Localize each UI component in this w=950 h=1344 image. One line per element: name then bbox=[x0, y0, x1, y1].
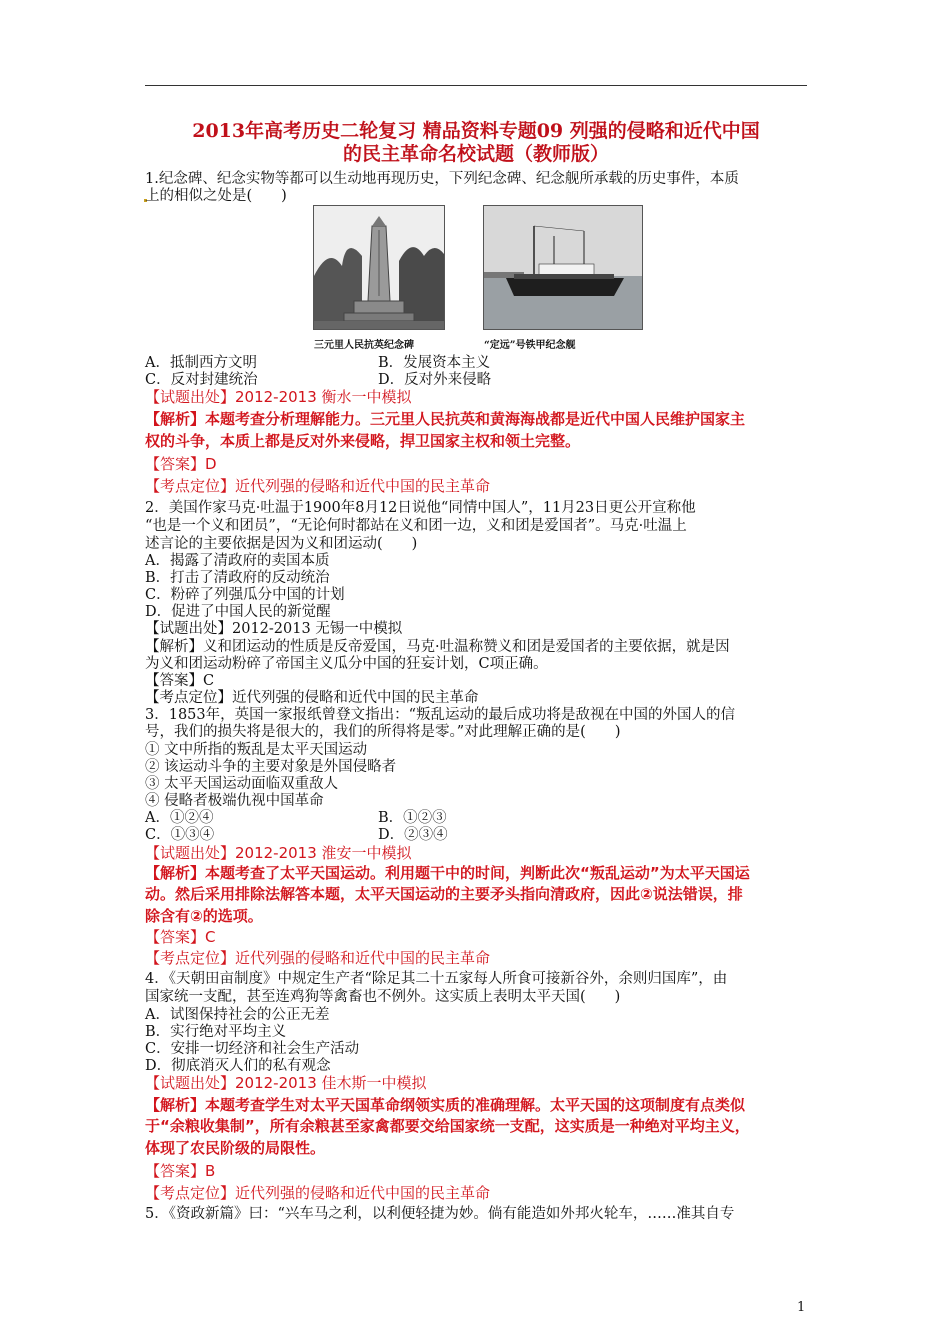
q3-stem-1: 3．1853年，英国一家报纸曾登文指出：“叛乱运动的最后成功将是敌视在中国的外国人的信 bbox=[145, 707, 736, 723]
q1-topic: 【考点定位】近代列强的侵略和近代中国的民主革命 bbox=[145, 477, 491, 495]
caption-battleship: “定远”号铁甲纪念舰 bbox=[484, 340, 576, 351]
q4-option-d: D．彻底消灭人们的私有观念 bbox=[145, 1058, 331, 1074]
q1-analysis-2: 权的斗争，本质上都是反对外来侵略，捍卫国家主权和领土完整。 bbox=[145, 432, 581, 450]
q1-stem-2: 上的相似之处是( ) bbox=[145, 188, 287, 204]
q4-analysis-2: 于“余粮收集制”，所有余粮甚至家禽都要交给国家统一支配，这实质是一种绝对平均主义， bbox=[145, 1117, 750, 1135]
q3-stem-2: 号，我们的损失将是很大的，我们的所得将是零。”对此理解正确的是( ) bbox=[145, 724, 621, 740]
q4-stem-2: 国家统一支配，甚至连鸡狗等禽畜也不例外。这实质上表明太平天国( ) bbox=[145, 989, 621, 1005]
q2-option-c: C．粉碎了列强瓜分中国的计划 bbox=[145, 587, 345, 603]
q2-stem-2: “也是一个义和团员”，“无论何时都站在义和团一边，义和团是爱国者”。马克·吐温上 bbox=[145, 518, 687, 534]
q2-source: 【试题出处】2012-2013 无锡一中模拟 bbox=[145, 621, 403, 637]
q3-analysis-1: 【解析】本题考查了太平天国运动。利用题干中的时间，判断此次“叛乱运动”为太平天国运 bbox=[145, 864, 750, 882]
q4-analysis-3: 体现了农民阶级的局限性。 bbox=[145, 1139, 326, 1157]
q1-option-b: B．发展资本主义 bbox=[378, 355, 491, 371]
q1-source: 【试题出处】2012-2013 衡水一中模拟 bbox=[145, 388, 412, 406]
q1-option-c: C．反对封建统治 bbox=[145, 372, 258, 388]
q1-stem-1: 1.纪念碑、纪念实物等都可以生动地再现历史，下列纪念碑、纪念舰所承载的历史事件，本质 bbox=[145, 171, 739, 187]
q3-statement-4: ④ 侵略者极端仇视中国革命 bbox=[145, 793, 324, 809]
battleship-photo bbox=[483, 205, 643, 330]
q1-analysis-1: 【解析】本题考查分析理解能力。三元里人民抗英和黄海海战都是近代中国人民维护国家主 bbox=[145, 410, 746, 428]
q4-stem-1: 4．《天朝田亩制度》中规定生产者“除足其二十五家每人所食可接新谷外，余则归国库”，由 bbox=[145, 971, 728, 987]
title-line-1: 2013年高考历史二轮复习 精品资料专题09 列强的侵略和近代中国 bbox=[192, 120, 760, 142]
q4-option-c: C．安排一切经济和社会生产活动 bbox=[145, 1041, 360, 1057]
page-title bbox=[145, 120, 807, 166]
q5-stem-1: 5．《资政新篇》曰：“兴车马之利，以利便轻捷为妙。倘有能造如外邦火轮车，……准其自专 bbox=[145, 1206, 735, 1222]
q2-answer: 【答案】C bbox=[145, 673, 215, 689]
q2-topic: 【考点定位】近代列强的侵略和近代中国的民主革命 bbox=[145, 690, 479, 706]
q4-option-b: B．实行绝对平均主义 bbox=[145, 1024, 287, 1040]
caption-monument: 三元里人民抗英纪念碑 bbox=[314, 340, 414, 351]
q3-statement-3: ③ 太平天国运动面临双重敌人 bbox=[145, 776, 339, 792]
q2-stem-3: 述言论的主要依据是因为义和团运动( ) bbox=[145, 536, 418, 552]
q3-statement-1: ① 文中所指的叛乱是太平天国运动 bbox=[145, 742, 368, 758]
q2-option-a: A．揭露了清政府的卖国本质 bbox=[145, 553, 330, 569]
q3-statement-2: ② 该运动斗争的主要对象是外国侵略者 bbox=[145, 759, 397, 775]
q3-option-d: D．②③④ bbox=[378, 827, 448, 843]
q4-answer: 【答案】B bbox=[145, 1162, 216, 1180]
q4-analysis-1: 【解析】本题考查学生对太平天国革命纲领实质的准确理解。太平天国的这项制度有点类似 bbox=[145, 1096, 746, 1114]
q3-answer: 【答案】C bbox=[145, 928, 216, 946]
q1-answer: 【答案】D bbox=[145, 455, 217, 473]
q1-option-d: D．反对外来侵略 bbox=[378, 372, 492, 388]
q4-topic: 【考点定位】近代列强的侵略和近代中国的民主革命 bbox=[145, 1184, 491, 1202]
q2-analysis-1: 【解析】义和团运动的性质是反帝爱国，马克·吐温称赞义和团是爱国者的主要依据，就是因 bbox=[145, 639, 730, 655]
q3-option-a: A．①②④ bbox=[145, 810, 214, 826]
q2-option-b: B．打击了清政府的反动统治 bbox=[145, 570, 330, 586]
q3-analysis-3: 除含有②的选项。 bbox=[145, 907, 263, 925]
monument-photo bbox=[313, 205, 445, 330]
q3-topic: 【考点定位】近代列强的侵略和近代中国的民主革命 bbox=[145, 949, 491, 967]
q3-source: 【试题出处】2012-2013 淮安一中模拟 bbox=[145, 844, 412, 862]
title-line-2: 的民主革命名校试题（教师版） bbox=[342, 143, 609, 165]
q3-option-c: C．①③④ bbox=[145, 827, 215, 843]
q2-stem-1: 2．美国作家马克·吐温于1900年8月12日说他“同情中国人”，11月23日更公开宣称他 bbox=[145, 500, 696, 516]
q4-source: 【试题出处】2012-2013 佳木斯一中模拟 bbox=[145, 1074, 427, 1092]
q4-option-a: A．试图保持社会的公正无差 bbox=[145, 1007, 330, 1023]
header-rule bbox=[145, 85, 807, 86]
page-number: 1 bbox=[797, 1300, 806, 1315]
q2-option-d: D．促进了中国人民的新觉醒 bbox=[145, 604, 331, 620]
q2-analysis-2: 为义和团运动粉碎了帝国主义瓜分中国的狂妄计划，C项正确。 bbox=[145, 656, 548, 672]
q3-option-b: B．①②③ bbox=[378, 810, 447, 826]
q1-option-a: A．抵制西方文明 bbox=[145, 355, 257, 371]
q3-analysis-2: 动。然后采用排除法解答本题，太平天国运动的主要矛头指向清政府，因此②说法错误，排 bbox=[145, 885, 743, 903]
